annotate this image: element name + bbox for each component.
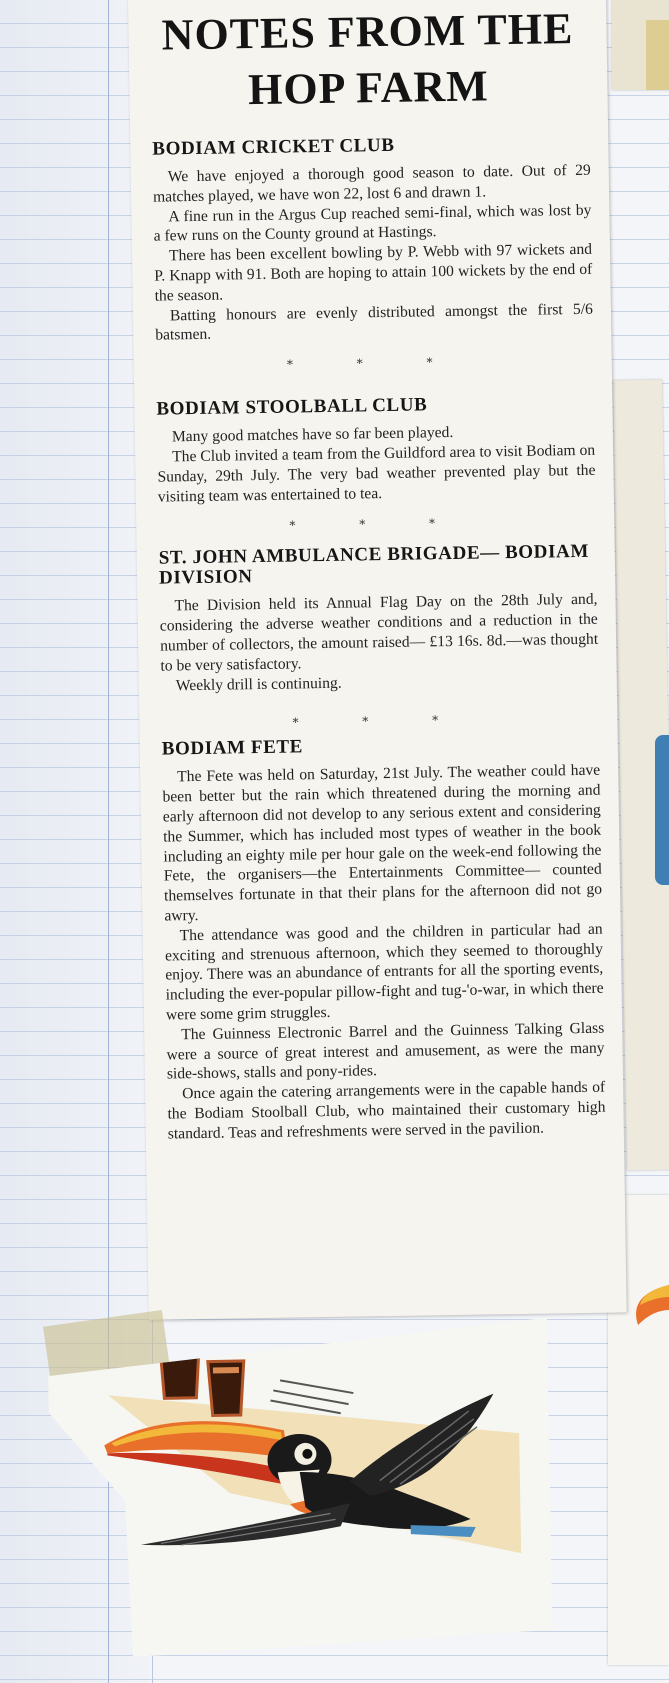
paragraph: We have enjoyed a thorough good season to date. Out of 29 matches played, we have won 22, lost 6 and drawn 1. [152,161,591,206]
paragraph: Many good matches have so far been played. [171,424,454,446]
section-heading: BODIAM STOOLBALL CLUB [156,394,428,420]
speed-lines-icon [270,1379,354,1414]
paragraph: A fine run in the Argus Cup reached semi-final, which was lost by a few runs on the County ground at Hastings. [153,201,592,246]
section-heading: BODIAM FETE [161,736,304,760]
section-separator: * * * [292,713,469,730]
paragraph: Once again the catering arrangements were in the capable hands of the Bodiam Stoolball Club, who maintained their customary high standard. Teas and refreshments were served in the pavilion. [167,1078,606,1143]
paragraph: The attendance was good and the children in particular had an exciting and strenuous afternoon, which they seemed to thoroughly enjoy. There was an abundance of entrants for all the sporting events, including the ever-popular pillow-fight and tug-'o-war, in which there were some grim struggles. [164,920,604,1024]
paragraph: There has been excellent bowling by P. Webb with 97 wickets and P. Knapp with 91. Both are hoping to attain 100 wickets by the end of the season. [154,240,593,305]
article-title [128,0,608,119]
title-line-2: HOP FARM [247,61,490,115]
section-heading: BODIAM CRICKET CLUB [152,134,395,160]
section-separator: * * * [289,516,466,533]
section-fete [140,733,624,1145]
paragraph: The Fete was held on Saturday, 21st July. The weather could have been better but the rain which threatened during the morning and early afternoon did not develop to any serious extent and considering the Summer, which has included most types of weather in the book including an eighty mile per hour gale on the week-end following the Fete, the organisers—the Entertainments Committee— counted themselves fortunate in that their plans for the afternoon did not go awry. [162,762,603,925]
tape-strip [646,20,669,90]
blue-scrap-edge [655,735,669,885]
paragraph: Batting honours are evenly distributed amongst the first 5/6 batsmen. [155,300,594,344]
paragraph: The Guinness Electronic Barrel and the Guinness Talking Glass were a source of great interest and amusement, as were the many side-shows, stalls and pony-rides. [166,1019,605,1083]
title-line-1: NOTES FROM THE [161,4,574,60]
section-heading: ST. JOHN AMBULANCE BRIGADE— BODIAM DIVISION [158,541,590,589]
section-stoolball-club [134,393,614,536]
newspaper-clipping [128,0,627,1320]
paragraph: The Club invited a team from the Guildford area to visit Bodiam on Sunday, 29th July. The very bad weather prevented play but the visiting team was entertained to tea. [157,441,596,506]
section-separator: * * * [286,354,463,372]
section-ambulance-brigade [137,542,618,732]
paragraph: Weekly drill is continuing. [175,674,342,694]
glass-right-icon [208,1361,245,1416]
paragraph: The Division held its Annual Flag Day on the 28th July and, considering the adverse weather conditions and a reduction in the number of collectors, the amount raised— £13 16s. 8d.—was thought to be very satisfactory. [159,591,599,675]
section-cricket-club [130,132,612,374]
